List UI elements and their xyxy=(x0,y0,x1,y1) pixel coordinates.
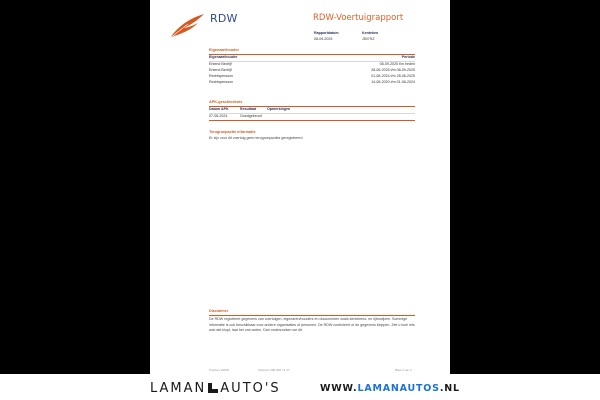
report-page xyxy=(150,0,450,374)
dealer-l-mark-icon xyxy=(208,383,218,393)
owner-cell: Rechtspersoon xyxy=(209,80,234,84)
owner-cell: Erkend Bedrijf xyxy=(209,62,232,66)
report-date-value: 08-09-2025 xyxy=(314,36,333,41)
url-suffix: .NL xyxy=(439,383,460,394)
recall-section-title: Terugroepactie informatie xyxy=(209,130,256,134)
footer-address: Postbus 30000 xyxy=(209,368,230,372)
apk-result-cell: Goedgekeurd xyxy=(240,114,262,118)
disclaimer-title: Disclaimer xyxy=(209,309,229,313)
period-cell: 01-08-2024 t/m 28-06-2025 xyxy=(371,74,415,78)
apk-row xyxy=(209,114,415,119)
apk-table-header xyxy=(209,107,415,112)
plate-label: Kenteken xyxy=(362,31,379,35)
document-title: RDW-Voertuigrapport xyxy=(313,13,404,23)
dealer-logo-part2: AUTO'S xyxy=(220,381,281,396)
owners-row xyxy=(209,62,415,67)
url-name: LAMANAUTOS xyxy=(357,383,440,394)
brand-name: RDW xyxy=(210,12,238,25)
owners-table-header xyxy=(209,55,415,60)
owners-row xyxy=(209,80,415,85)
apk-date-cell: 07-08-2024 xyxy=(209,114,228,118)
disclaimer-text: De RDW registreert gegevens van voertuigen, eigenaren/houders en documenten zoals kentekens- en rijbewijzen. Sommige informatie is ook beschikbaar voor andere organisaties of personen. De RDW controleert of de gegevens kloppen. Ziet u toch iets wat niet klopt, laat het ons weten. Dan onderzoeken we dit. xyxy=(209,317,415,333)
owners-row xyxy=(209,74,415,79)
plate-block xyxy=(362,31,378,41)
period-cell: 28-06-2025 t/m 08-09-2025 xyxy=(371,68,415,72)
report-date-label: Rapportdatum xyxy=(314,31,339,35)
period-cell: 14-08-2020 t/m 01-08-2024 xyxy=(371,80,415,84)
rdw-feather-logo-icon xyxy=(168,12,206,40)
plate-value: J507HZ xyxy=(362,36,375,41)
owner-cell: Rechtspersoon xyxy=(209,74,234,78)
url-prefix: WWW. xyxy=(320,383,358,394)
owners-section-title: Eigenaar/houder xyxy=(209,48,239,52)
owners-col-period: Periode xyxy=(401,55,415,59)
apk-section-title: APK-geschiedenis xyxy=(209,100,243,104)
owners-col-owner: Eigenaar/houder xyxy=(209,55,238,59)
apk-col-remarks: Opmerkingen xyxy=(267,107,291,111)
footer-page-number: Blad 2 van 2 xyxy=(395,368,412,372)
apk-bottom-divider xyxy=(209,120,415,121)
dealer-banner xyxy=(0,374,600,400)
report-date-block xyxy=(314,31,339,41)
dealer-logo-part1: LAMAN xyxy=(150,381,207,396)
period-cell: 08-09-2025 t/m heden xyxy=(379,62,415,66)
owners-row xyxy=(209,68,415,73)
recall-text: Er zijn voor dit voertuig geen terugroepacties geregistreerd xyxy=(209,136,303,140)
owner-cell: Erkend Bedrijf xyxy=(209,68,232,72)
disclaimer-divider xyxy=(209,315,415,316)
dealer-logo xyxy=(150,381,281,396)
apk-col-date: Datum APK xyxy=(209,107,229,111)
apk-col-result: Resultaat xyxy=(240,107,257,111)
footer-phone: Telefoon 088 008 74 47 xyxy=(258,368,290,372)
dealer-website-link[interactable] xyxy=(320,383,460,394)
